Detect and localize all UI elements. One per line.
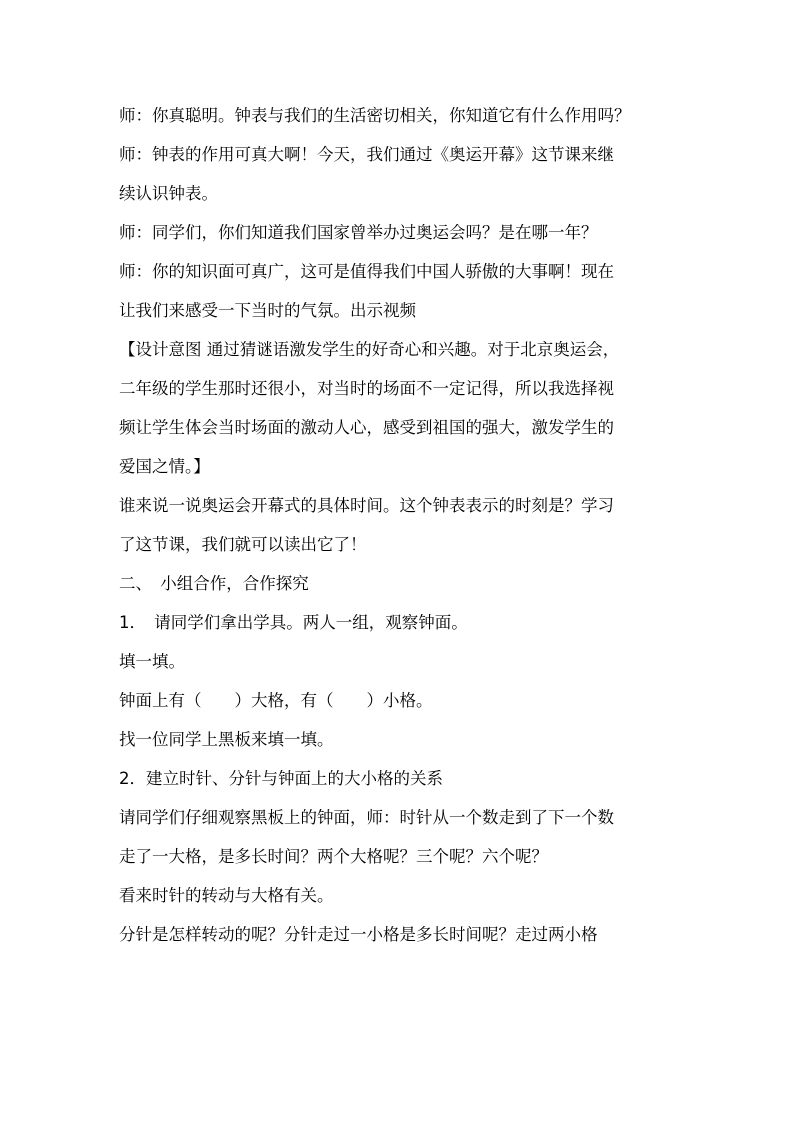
text-line-14: 1． 请同学们拿出学具。两人一组，观察钟面。 [119,613,468,632]
text-line-15: 填一填。 [119,652,185,671]
text-line-3: 续认识钟表。 [119,184,218,203]
text-line-19: 请同学们仔细观察黑板上的钟面，师：时针从一个数走到了下一个数 [119,808,614,827]
text-line-8: 二年级的学生那时还很小，对当时的场面不一定记得，所以我选择视 [119,379,614,398]
text-line-4: 师：同学们，你们知道我们国家曾举办过奥运会吗？是在哪一年？ [119,223,598,242]
text-line-7: 【设计意图 通过猜谜语激发学生的好奇心和兴趣。对于北京奥运会， [119,340,620,359]
text-line-11: 谁来说一说奥运会开幕式的具体时间。这个钟表表示的时刻是？学习 [119,496,614,515]
text-line-20: 走了一大格，是多长时间？两个大格呢？三个呢？六个呢？ [119,847,548,866]
text-line-17: 找一位同学上黑板来填一填。 [119,730,334,749]
text-line-16: 钟面上有（ ）大格，有（ ）小格。 [119,691,433,710]
text-line-2: 师：钟表的作用可真大啊！今天，我们通过《奥运开幕》这节课来继 [119,145,614,164]
text-line-1: 师：你真聪明。钟表与我们的生活密切相关，你知道它有什么作用吗？ [119,106,631,125]
text-line-18: 2．建立时针、分针与钟面上的大小格的关系 [119,769,443,788]
text-line-5: 师：你的知识面可真广，这可是值得我们中国人骄傲的大事啊！现在 [119,262,614,281]
text-line-22: 分针是怎样转动的呢？分针走过一小格是多长时间呢？走过两小格 [119,925,598,944]
text-line-21: 看来时针的转动与大格有关。 [119,886,334,905]
text-line-10: 爱国之情。】 [119,457,210,476]
text-line-6: 让我们来感受一下当时的气氛。出示视频 [119,301,416,320]
text-line-13: 二、 小组合作，合作探究 [119,574,309,593]
text-line-12: 了这节课，我们就可以读出它了！ [119,535,367,554]
text-line-9: 频让学生体会当时场面的激动人心，感受到祖国的强大，激发学生的 [119,418,614,437]
